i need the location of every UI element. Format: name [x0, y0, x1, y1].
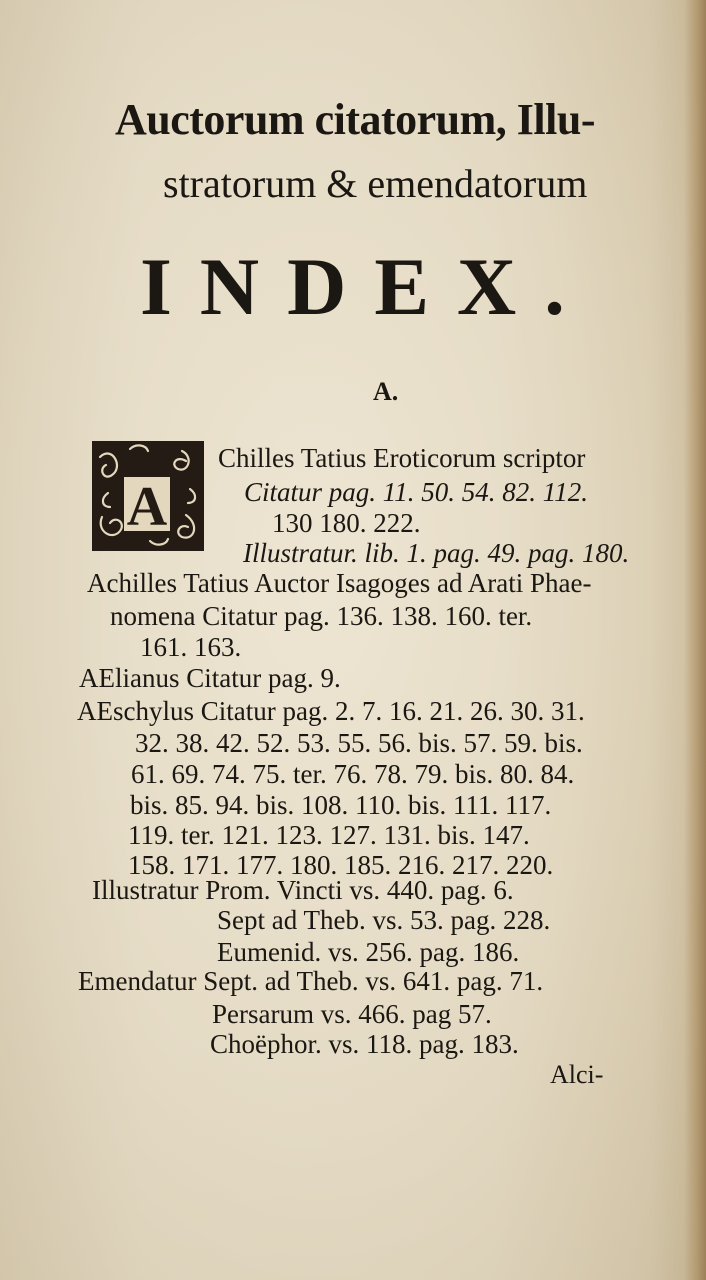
entry-line: 32. 38. 42. 52. 53. 55. 56. bis. 57. 59. bis.	[135, 728, 583, 758]
entry-line: AEschylus Citatur pag. 2. 7. 16. 21. 26. 30. 31.	[77, 696, 585, 726]
entry-line: Chilles Tatius Eroticorum scriptor	[218, 443, 586, 473]
entry-line: Sept ad Theb. vs. 53. pag. 228.	[217, 905, 551, 935]
section-letter: A.	[373, 377, 399, 406]
floral-initial-icon	[90, 437, 208, 555]
title-line-1: Auctorum citatorum, Illu-	[115, 95, 595, 144]
initial-letter: A	[126, 476, 168, 538]
entry-line: Persarum vs. 466. pag 57.	[212, 999, 492, 1029]
entry-line: nomena Citatur pag. 136. 138. 160. ter.	[110, 601, 533, 631]
entry-line: Citatur pag. 11. 50. 54. 82. 112.	[244, 477, 589, 507]
catchword: Alci-	[550, 1060, 604, 1089]
entry-line: Emendatur Sept. ad Theb. vs. 641. pag. 71.	[78, 966, 544, 996]
entry-line: Illustratur. lib. 1. pag. 49. pag. 180.	[243, 538, 630, 568]
entry-line: Choëphor. vs. 118. pag. 183.	[210, 1029, 519, 1059]
page-edge-shadow	[684, 0, 706, 1280]
entry-line: bis. 85. 94. bis. 108. 110. bis. 111. 117.	[130, 790, 552, 820]
entry-line: 161. 163.	[140, 632, 242, 662]
title-line-2: stratorum & emendatorum	[163, 161, 588, 206]
entry-line: 61. 69. 74. 75. ter. 76. 78. 79. bis. 80. 84.	[131, 759, 575, 789]
entry-line: 119. ter. 121. 123. 127. 131. bis. 147.	[128, 820, 530, 850]
decorated-initial	[90, 437, 208, 555]
entry-line: Eumenid. vs. 256. pag. 186.	[217, 937, 520, 967]
entry-line: Achilles Tatius Auctor Isagoges ad Arati Phae-	[87, 568, 592, 598]
entry-line: 158. 171. 177. 180. 185. 216. 217. 220.	[128, 850, 554, 880]
entry-line: AElianus Citatur pag. 9.	[79, 663, 341, 693]
entry-line: Illustratur Prom. Vincti vs. 440. pag. 6.	[92, 875, 514, 905]
entry-line: 130 180. 222.	[272, 508, 421, 538]
index-heading: INDEX.	[140, 241, 593, 332]
